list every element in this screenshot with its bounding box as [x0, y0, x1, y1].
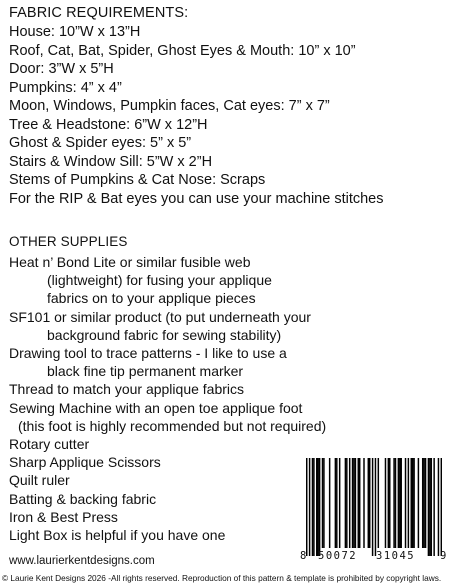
website-url: www.laurierkentdesigns.com [9, 555, 155, 567]
barcode-bar [389, 458, 390, 548]
supply-item: Rotary cutter [9, 436, 90, 453]
supply-item [9, 308, 326, 344]
barcode-bar [359, 458, 360, 548]
fabric-item-ghost-spider-eyes: Ghost & Spider eyes: 5” x 5” [9, 135, 192, 151]
supply-item: Thread to match your applique fabrics [9, 381, 245, 398]
barcode-bar [398, 458, 399, 548]
barcode-bar [339, 458, 340, 548]
fabric-item-stems-nose: Stems of Pumpkins & Cat Nose: Scraps [9, 172, 266, 188]
barcode-bar [312, 458, 313, 556]
barcode-bar [385, 458, 386, 548]
supply-item: Sharp Applique Scissors [9, 454, 161, 471]
fabric-item-roof-cat-bat: Roof, Cat, Bat, Spider, Ghost Eyes & Mouth: 10” x 10” [9, 42, 356, 59]
barcode-bar [346, 458, 347, 548]
barcode-bar [378, 458, 379, 548]
barcode-bar [418, 458, 419, 548]
barcode-bar [336, 458, 337, 548]
barcode-bar [349, 458, 350, 548]
supply-item [9, 344, 326, 380]
supply-item-text: Sewing Machine with an open toe applique foot [9, 399, 303, 416]
fabric-item-moon-windows: Moon, Windows, Pumpkin faces, Cat eyes: 7” x 7” [9, 98, 330, 114]
barcode-bar [355, 458, 356, 548]
barcode-bar [358, 458, 359, 548]
copyright-notice: © Laurie Kent Designs 2026 -All rights reserved. Reproduction of this pattern & template is prohibited by copyright laws. [2, 573, 442, 583]
other-supplies-heading: OTHER SUPPLIES [9, 234, 128, 249]
supply-item: Quilt ruler [9, 472, 70, 489]
barcode-bar [388, 458, 389, 548]
barcode-right-group: 31045 [376, 550, 416, 562]
barcode-bar [353, 458, 354, 548]
fabric-item-door: Door: 3”W x 5”H [9, 61, 114, 77]
fabric-requirements-heading: FABRIC REQUIREMENTS: [9, 5, 189, 21]
other-supplies-list [9, 253, 326, 544]
barcode-left-group: 50072 [318, 550, 358, 562]
upc-barcode [300, 458, 448, 566]
barcode-bar [323, 458, 324, 548]
barcode-bar [316, 458, 317, 556]
supply-item: Iron & Best Press [9, 508, 118, 525]
barcode-bar [322, 458, 323, 548]
barcode-bar [345, 458, 346, 548]
barcode-bar [352, 458, 353, 548]
supply-item: Batting & backing fabric [9, 490, 157, 507]
barcode-bar [395, 458, 396, 548]
barcode-digits [300, 550, 448, 564]
fabric-item-stairs-sill: Stairs & Window Sill: 5”W x 2”H [9, 153, 213, 170]
barcode-bar [399, 458, 400, 548]
barcode-bar [431, 458, 432, 556]
supply-item [9, 399, 326, 435]
barcode-bar [400, 458, 401, 548]
barcode-bar [375, 458, 376, 556]
barcode-bar [438, 458, 439, 556]
barcode-bar [441, 458, 442, 556]
barcode-bar [428, 458, 429, 556]
barcode-bar [405, 458, 406, 548]
barcode-bar [412, 458, 413, 548]
fabric-item-rip-bat-eyes: For the RIP & Bat eyes you can use your machine stitches [9, 190, 384, 207]
barcode-bar [335, 458, 336, 548]
barcode-bar [368, 458, 369, 548]
supply-item-text: Heat n’ Bond Lite or similar fusible web [9, 254, 251, 270]
barcode-bar [423, 458, 424, 548]
barcode-bar [329, 458, 330, 548]
barcode-bar [363, 458, 364, 548]
barcode-bar [369, 458, 370, 548]
barcode-first-digit: 8 [300, 550, 307, 562]
supply-item-continuation: background fabric for sewing stability) [47, 326, 282, 343]
barcode-bar [433, 458, 434, 556]
supply-item-text: SF101 or similar product (to put underneath your [9, 308, 311, 325]
fabric-item-house: House: 10”W x 13”H [9, 24, 141, 40]
barcode-bar [313, 458, 314, 556]
barcode-bar [411, 458, 412, 548]
barcode-bar [422, 458, 423, 548]
barcode-bar [306, 458, 307, 556]
barcode-bar [309, 458, 310, 556]
fabric-item-tree-headstone: Tree & Headstone: 6”W x 12”H [9, 116, 208, 133]
barcode-bars [306, 458, 442, 558]
barcode-bar [408, 458, 409, 548]
supply-item-continuation: black fine tip permanent marker [47, 363, 244, 380]
supply-item [9, 253, 326, 308]
fabric-requirements-list [9, 23, 384, 208]
supply-item-text: Drawing tool to trace patterns - I like to use a [9, 345, 287, 362]
barcode-bar [393, 458, 394, 548]
barcode-bar [319, 458, 320, 556]
barcode-bar [317, 458, 318, 556]
barcode-bar [413, 458, 414, 548]
supply-item-continuation: fabrics on to your applique pieces [47, 290, 256, 307]
barcode-last-digit: 9 [440, 550, 447, 562]
barcode-bar [429, 458, 430, 556]
supply-item: Light Box is helpful if you have one [9, 527, 226, 544]
supply-item-continuation: (lightweight) for fusing your applique [47, 272, 272, 289]
barcode-bar [372, 458, 373, 556]
fabric-item-pumpkins: Pumpkins: 4” x 4” [9, 79, 122, 96]
supply-item-continuation: (this foot is highly recommended but not required) [18, 417, 327, 434]
barcode-bar [425, 458, 426, 548]
